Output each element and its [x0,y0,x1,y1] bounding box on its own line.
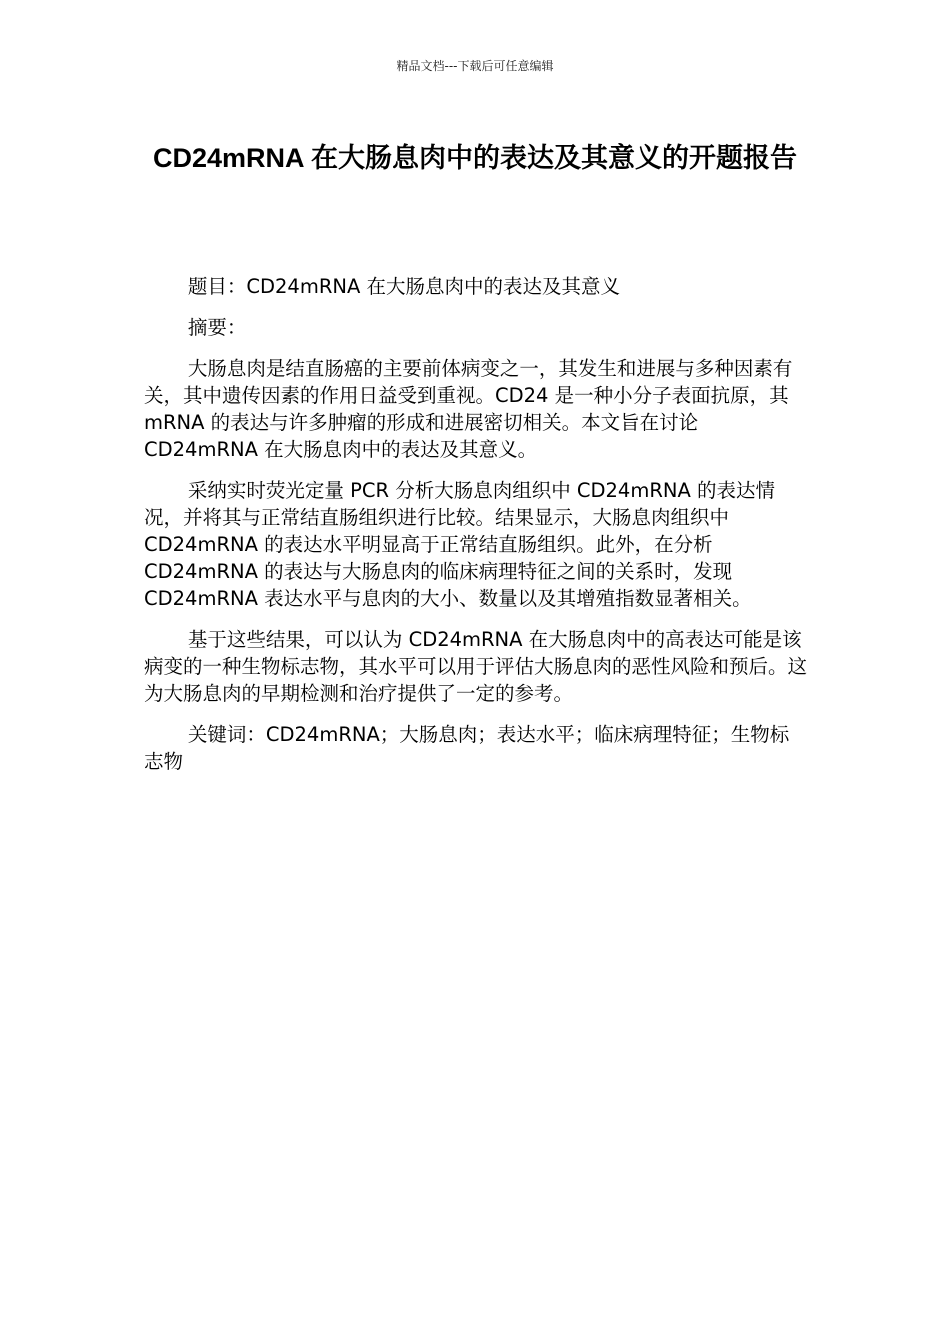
document-body [144,273,808,789]
topic-line: 题目：CD24mRNA 在大肠息肉中的表达及其意义 [187,275,620,298]
abstract-paragraph-1: 大肠息肉是结直肠癌的主要前体病变之一，其发生和进展与多种因素有关，其中遗传因素的作用日益受到重视。CD24 是一种小分子表面抗原，其 mRNA 的表达与许多肿瘤的形成和进展密切相关。本文旨在讨论 CD24mRNA 在大肠息肉中的表达及其意义。 [144,357,793,461]
abstract-paragraph-2: 采纳实时荧光定量 PCR 分析大肠息肉组织中 CD24mRNA 的表达情况，并将其与正常结直肠组织进行比较。结果显示，大肠息肉组织中 CD24mRNA 的表达水平明显高于正常结直肠组织。此外，在分析 CD24mRNA 的表达与大肠息肉的临床病理特征之间的关系时，发现 CD24mRNA 表达水平与息肉的大小、数量以及其增殖指数显著相关。 [144,479,776,610]
document-title: CD24mRNA 在大肠息肉中的表达及其意义的开题报告 [152,143,798,173]
abstract-label: 摘要： [187,316,247,339]
keywords-line: 关键词：CD24mRNA；大肠息肉；表达水平；临床病理特征；生物标志物 [144,723,790,773]
abstract-paragraph-3: 基于这些结果，可以认为 CD24mRNA 在大肠息肉中的高表达可能是该病变的一种生物标志物，其水平可以用于评估大肠息肉的恶性风险和预后。这为大肠息肉的早期检测和治疗提供了一定的参考。 [144,628,808,705]
page-header: 精品文档---下载后可任意编辑 [396,59,554,73]
